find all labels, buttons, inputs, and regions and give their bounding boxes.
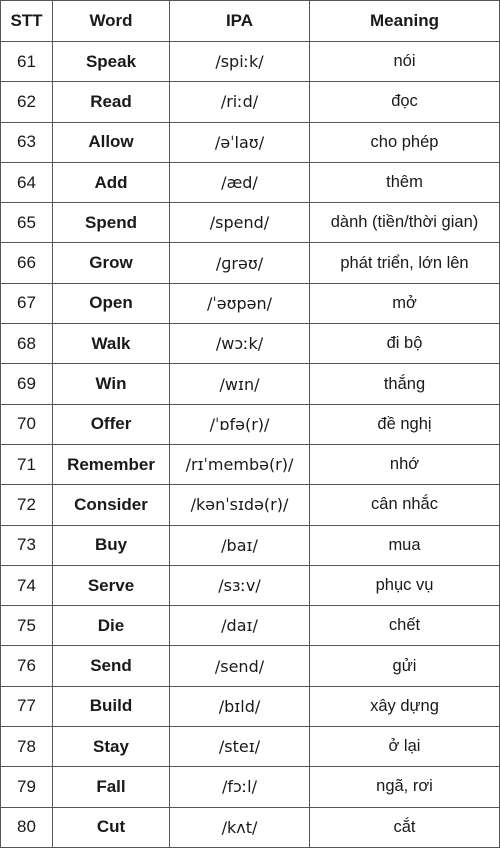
- table-row: [1, 606, 500, 646]
- table-row: [1, 444, 500, 484]
- ipa-cell: /spend/: [170, 203, 310, 243]
- row-number: 71: [1, 444, 53, 484]
- ipa-cell: /ˈəʊpən/: [170, 283, 310, 323]
- table-body: [1, 42, 500, 848]
- ipa-cell: /kənˈsɪdə(r)/: [170, 485, 310, 525]
- header-meaning: Meaning: [310, 1, 500, 42]
- meaning-cell: dành (tiền/thời gian): [310, 203, 500, 243]
- meaning-cell: phục vụ: [310, 565, 500, 605]
- meaning-cell: đề nghị: [310, 404, 500, 444]
- word-cell: Build: [53, 686, 170, 726]
- row-number: 69: [1, 364, 53, 404]
- meaning-cell: ngã, rơi: [310, 767, 500, 807]
- ipa-cell: /steɪ/: [170, 727, 310, 767]
- meaning-cell: ở lại: [310, 727, 500, 767]
- row-number: 76: [1, 646, 53, 686]
- row-number: 66: [1, 243, 53, 283]
- word-cell: Speak: [53, 42, 170, 82]
- word-cell: Open: [53, 283, 170, 323]
- header-ipa: IPA: [170, 1, 310, 42]
- word-cell: Cut: [53, 807, 170, 847]
- table-row: [1, 565, 500, 605]
- table-row: [1, 646, 500, 686]
- header-stt: STT: [1, 1, 53, 42]
- table-row: [1, 203, 500, 243]
- ipa-cell: /daɪ/: [170, 606, 310, 646]
- meaning-cell: đọc: [310, 82, 500, 122]
- ipa-cell: /wɪn/: [170, 364, 310, 404]
- table-row: [1, 525, 500, 565]
- meaning-cell: xây dựng: [310, 686, 500, 726]
- row-number: 64: [1, 162, 53, 202]
- meaning-cell: nói: [310, 42, 500, 82]
- row-number: 75: [1, 606, 53, 646]
- meaning-cell: đi bộ: [310, 324, 500, 364]
- row-number: 72: [1, 485, 53, 525]
- table-row: [1, 122, 500, 162]
- table-row: [1, 82, 500, 122]
- row-number: 62: [1, 82, 53, 122]
- table-row: [1, 162, 500, 202]
- table-row: [1, 686, 500, 726]
- row-number: 74: [1, 565, 53, 605]
- ipa-cell: /ˈɒfə(r)/: [170, 404, 310, 444]
- word-cell: Fall: [53, 767, 170, 807]
- row-number: 70: [1, 404, 53, 444]
- row-number: 61: [1, 42, 53, 82]
- word-cell: Allow: [53, 122, 170, 162]
- meaning-cell: nhớ: [310, 444, 500, 484]
- word-cell: Offer: [53, 404, 170, 444]
- word-cell: Walk: [53, 324, 170, 364]
- word-cell: Send: [53, 646, 170, 686]
- meaning-cell: chết: [310, 606, 500, 646]
- word-cell: Buy: [53, 525, 170, 565]
- meaning-cell: cắt: [310, 807, 500, 847]
- header-word: Word: [53, 1, 170, 42]
- ipa-cell: /send/: [170, 646, 310, 686]
- row-number: 65: [1, 203, 53, 243]
- word-cell: Serve: [53, 565, 170, 605]
- header-row: [1, 1, 500, 42]
- ipa-cell: /əˈlaʊ/: [170, 122, 310, 162]
- meaning-cell: cân nhắc: [310, 485, 500, 525]
- row-number: 68: [1, 324, 53, 364]
- ipa-cell: /sɜːv/: [170, 565, 310, 605]
- row-number: 80: [1, 807, 53, 847]
- ipa-cell: /baɪ/: [170, 525, 310, 565]
- meaning-cell: cho phép: [310, 122, 500, 162]
- ipa-cell: /wɔːk/: [170, 324, 310, 364]
- ipa-cell: /fɔːl/: [170, 767, 310, 807]
- table-row: [1, 364, 500, 404]
- ipa-cell: /æd/: [170, 162, 310, 202]
- table-row: [1, 767, 500, 807]
- table-row: [1, 42, 500, 82]
- meaning-cell: thắng: [310, 364, 500, 404]
- word-cell: Add: [53, 162, 170, 202]
- table-header: [1, 1, 500, 42]
- ipa-cell: /bɪld/: [170, 686, 310, 726]
- table-row: [1, 243, 500, 283]
- word-cell: Stay: [53, 727, 170, 767]
- row-number: 78: [1, 727, 53, 767]
- row-number: 73: [1, 525, 53, 565]
- ipa-cell: /rɪˈmembə(r)/: [170, 444, 310, 484]
- table-row: [1, 324, 500, 364]
- word-cell: Remember: [53, 444, 170, 484]
- word-cell: Grow: [53, 243, 170, 283]
- meaning-cell: mua: [310, 525, 500, 565]
- row-number: 77: [1, 686, 53, 726]
- word-cell: Die: [53, 606, 170, 646]
- row-number: 67: [1, 283, 53, 323]
- row-number: 63: [1, 122, 53, 162]
- meaning-cell: phát triển, lớn lên: [310, 243, 500, 283]
- ipa-cell: /spiːk/: [170, 42, 310, 82]
- word-cell: Consider: [53, 485, 170, 525]
- meaning-cell: mở: [310, 283, 500, 323]
- table-row: [1, 485, 500, 525]
- word-cell: Spend: [53, 203, 170, 243]
- meaning-cell: gửi: [310, 646, 500, 686]
- table-row: [1, 727, 500, 767]
- row-number: 79: [1, 767, 53, 807]
- meaning-cell: thêm: [310, 162, 500, 202]
- ipa-cell: /riːd/: [170, 82, 310, 122]
- table-row: [1, 404, 500, 444]
- ipa-cell: /ɡrəʊ/: [170, 243, 310, 283]
- table-row: [1, 807, 500, 847]
- word-cell: Win: [53, 364, 170, 404]
- ipa-cell: /kʌt/: [170, 807, 310, 847]
- word-cell: Read: [53, 82, 170, 122]
- table-row: [1, 283, 500, 323]
